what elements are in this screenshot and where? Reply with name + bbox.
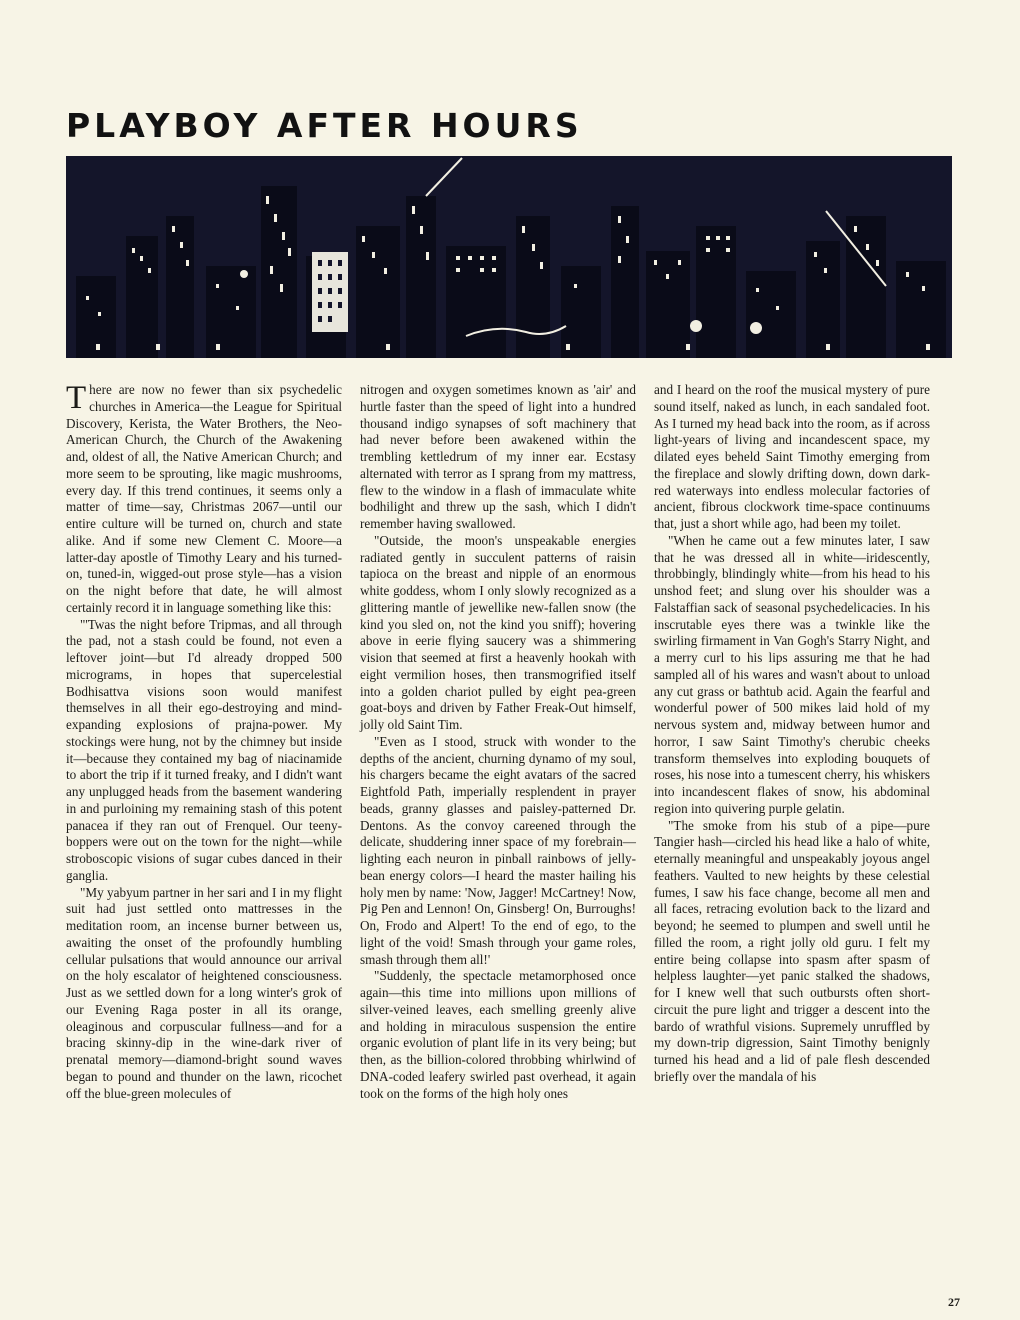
article-column-3 <box>654 382 930 1086</box>
drop-cap: T <box>66 380 87 416</box>
paragraph-text: here are now no fewer than six psychedelic churches in America—the League for Spiritual Discovery, Kerista, the Water Brothers, the Neo-American Church, the Church of the Awakening and, oldest of all, the Native American Church; and more seem to be sprouting, like magic mushrooms, every day. If this trend continues, it seems only a matter of time—say, Christmas 2067—until our entire culture will be turned on, church and state alike. And if some new Clement C. Moore—a latter-day apostle of Timothy Leary and his turned-on, tuned-in, wigged-out prose style—has a vision on the night before that date, he will almost certainly record it in language something like this: <box>66 382 342 615</box>
page-title: PLAYBOY AFTER HOURS <box>66 106 583 145</box>
article-paragraph: "Outside, the moon's unspeakable energies radiated gently in succulent patterns of raisin tapioca on the breast and nipple of an enormous white goddess, whom I only slowly recognized as a glittering mantle of jewellike new-fallen snow (the kind you sled on, not the kind you sniff); hovering above in eerie flying saucery was a shimmering vision that seemed at first a heavenly hookah with eight vermilion hoses, then transmogrified itself into a golden chariot pulled by eight pea-green goat-boys and driven by Father Freak-Out himself, jolly old Saint Tim. <box>360 532 636 732</box>
article-paragraph: "The smoke from his stub of a pipe—pure Tangier hash—circled his head like a halo of white, eternally meaningful and unspeakably joyous angel feathers. Vaulted to new heights by these celestial fumes, I saw his face change, become all men and all faces, retracing evolution back to the lizard and beyond; he seemed to plumpen and swell until he filled the room, a right jolly old guru. I felt my entire being collapse into spasm after spasm of helpless laughter—yet panic stalked the shadows, for I knew well that such outbursts often short-circuit the pure light and trigger a descent into the bardo of wrathful visions. Supremely unruffled by my down-trip digression, Saint Timothy benignly turned his head and a lid of pale flesh descended briefly over the mandala of his <box>654 817 930 1084</box>
article-paragraph: and I heard on the roof the musical mystery of pure sound itself, naked as lunch, in each sandaled foot. As I turned my head back into the room, as if across light-years of living and incandescent space, my dilated eyes beheld Saint Timothy emerging from the fireplace and slowly drifting down, down dark-red waterways into endless molecular factories of ancient, fibrous clockwork time-space continuums that, just a short while ago, had been my toilet. <box>654 382 930 531</box>
city-skyline-illustration <box>66 156 952 358</box>
skyline-drawing <box>66 156 952 358</box>
article-paragraph: nitrogen and oxygen sometimes known as 'air' and hurtle faster than the speed of light into a hundred thousand indigo synapses of soft machinery that had never before been awakened within the trembling kettledrum of my inner ear. Ecstasy alternated with terror as I sprang from my mattress, flew to the window in a flash of immaculate white bodhilight and threw up the sash, which I didn't remember having swallowed. <box>360 382 636 531</box>
article-paragraph: "'Twas the night before Tripmas, and all through the pad, not a stash could be found, not even a leftover joint—but I'd already dropped 500 micrograms, in hopes that supercelestial Bodhisattva visions soon would manifest themselves in all their ego-destroying and mind-expanding explosions of prajna-power. My stockings were hung, not by the chimney but inside it—because they contained my bag of niacinamide to abort the trip if it turned freaky, and I didn't want any unplugged heads from the basement wandering in and purloining my remaining stash of this potent panacea if they ran out of Frenquel. Our teeny-boppers were out on the town for the night—while stroboscopic visions of sugar cubes danced in their ganglia. <box>66 616 342 883</box>
article-column-1 <box>66 382 342 1102</box>
article-paragraph: "Even as I stood, struck with wonder to the depths of the ancient, churning dynamo of my soul, his chargers became the eight avatars of the sacred Eightfold Path, imperially resplendent in prayer beads, granny glasses and paisley-patterned Dr. Dentons. As the convoy careened through the delicate, shuddering inner space of my forebrain—lighting each neuron in pinball rainbows of jelly-bean energy colors—I heard the master hailing his holy men by name: 'Now, Jagger! McCartney! Now, Pig Pen and Lennon! On, Ginsberg! On, Burroughs! On, Frodo and Alpert! To the end of ego, to the light of the void! Smash through your game roles, smash through them all!' <box>360 733 636 967</box>
article-paragraph <box>66 382 342 617</box>
article-paragraph: "When he came out a few minutes later, I saw that he was dressed all in white—iridescently, throbbingly, blindingly white—from his head to his unshod feet; and slung over his shoulder was a Falstaffian sack of seasonal psychedelicacies. In his inscrutable eyes there was a twinkle like the swirling firmament in Van Gogh's Starry Night, and a merry curl to his lips assuring me that he had sampled all of his wares and wasn't about to unload any cut grass or bathtub acid. Again the fearful and wonderful power of 500 mikes laid hold of my nervous system and, midway between humor and horror, I saw Saint Timothy's cherubic cheeks transform themselves into exploding bouquets of roses, his nose into a tumescent cherry, his whiskers into incandescent flakes of snow, his abdominal region into quivering purple gelatin. <box>654 532 930 816</box>
article-paragraph: "Suddenly, the spectacle metamorphosed once again—this time into millions upon millions of silver-veined leaves, each smelling greenly alive and holding in miraculous suspension the entire organic evolution of plant life in its very being; but then, as the billion-colored throbbing whirlwind of DNA-coded leafery swirled past overhead, it again took on the forms of the high holy ones <box>360 968 636 1101</box>
page-number: 27 <box>948 1295 960 1309</box>
article-paragraph: "My yabyum partner in her sari and I in my flight suit had just settled onto mattresses in the meditation room, an incense burner between us, awaiting the onset of the profoundly humbling cellular pulsations that would announce our arrival on the holy escalator of heightened consciousness. Just as we settled down for a long winter's grok of our Evening Raga poster in all its orange, oleaginous and corpuscular fullness—and for a bracing skinny-dip in the wine-dark river of prenatal memory—diamond-bright sound waves began to pound and thunder on the lawn, ricochet off the blue-green molecules of <box>66 884 342 1101</box>
article-column-2 <box>360 382 636 1102</box>
